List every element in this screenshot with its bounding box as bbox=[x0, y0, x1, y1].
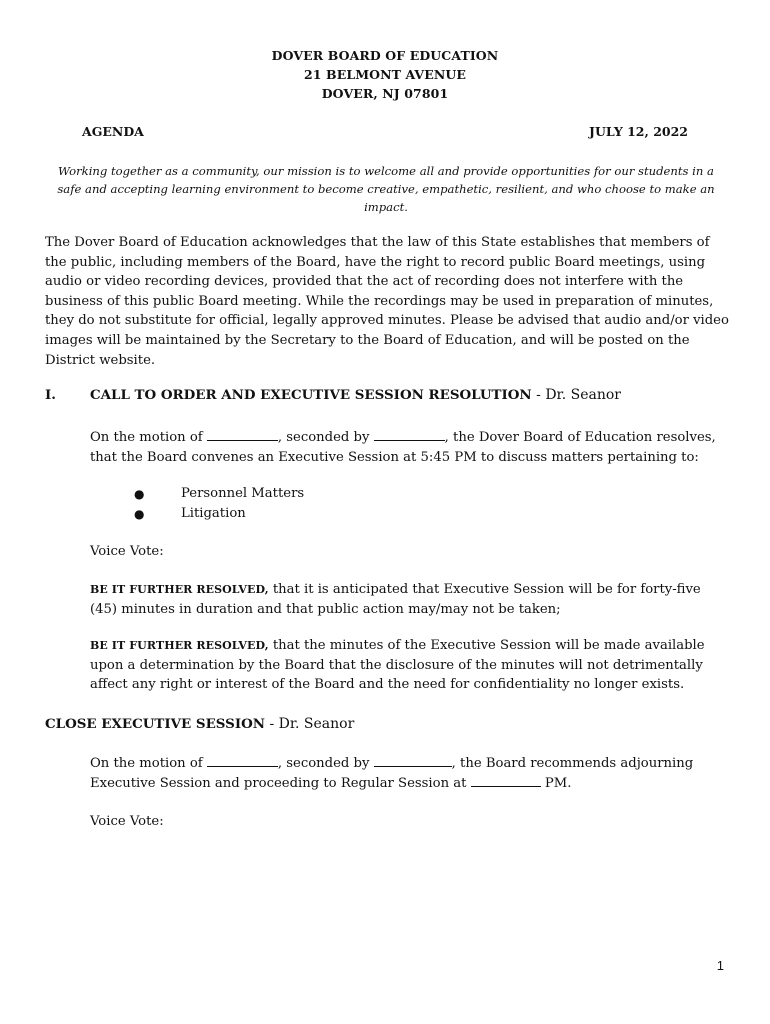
resolved-text: that it is anticipated that Executive Session will be for forty-five (45) minutes in duration and that public action may/may not be taken; bbox=[90, 582, 701, 617]
section-1-heading bbox=[45, 387, 621, 403]
list-item: ● Litigation bbox=[134, 506, 246, 521]
section-2-title: CLOSE EXECUTIVE SESSION bbox=[45, 716, 265, 732]
board-name: DOVER BOARD OF EDUCATION bbox=[271, 48, 499, 63]
board-city: DOVER, NJ 07801 bbox=[321, 86, 449, 101]
agenda-date: JULY 12, 2022 bbox=[589, 124, 688, 139]
section-1-presenter: - Dr. Seanor bbox=[531, 387, 621, 403]
seconded-blank bbox=[374, 428, 445, 441]
resolved-label: BE IT FURTHER RESOLVED, bbox=[90, 639, 269, 652]
section-1-motion bbox=[90, 428, 730, 467]
section-2-voice-vote: Voice Vote: bbox=[90, 814, 164, 829]
list-item-label: Personnel Matters bbox=[181, 486, 305, 501]
resolution-text: , the Dover Board of Education resolves, that the Board convenes an Executive Session at 5:45 PM to discuss matters pertaining to: bbox=[90, 430, 716, 465]
time-blank bbox=[471, 774, 541, 787]
section-2-motion bbox=[90, 754, 715, 793]
section-1-title: CALL TO ORDER AND EXECUTIVE SESSION RESOLUTION bbox=[90, 387, 532, 403]
page-number: 1 bbox=[716, 958, 724, 973]
adjourn-text: , the Board recommends adjourning Executive Session and proceeding to Regular Session at bbox=[90, 756, 694, 791]
section-2-presenter: - Dr. Seanor bbox=[265, 716, 355, 732]
section-2-heading bbox=[45, 716, 354, 732]
list-item: ● Personnel Matters bbox=[134, 486, 305, 501]
list-item-label: Litigation bbox=[181, 506, 246, 521]
motion-text: On the motion of bbox=[90, 430, 207, 445]
motion-blank bbox=[207, 428, 278, 441]
resolved-paragraph-2 bbox=[90, 636, 730, 695]
intro-paragraph: The Dover Board of Education acknowledges that the law of this State establishes that members of the public, including members of the Board, have the right to record public Board meetings, using audio or video recording devices, provided that the act of recording does not interfere with the business of this public Board meeting. While the recordings may be used in preparation of minutes, they do not substitute for official, legally approved minutes. Please be advised that audio and/or video images will be maintained by the Secretary to the Board of Education, and will be posted on the District website. bbox=[45, 235, 729, 368]
seconded-blank bbox=[374, 754, 452, 767]
mission-statement: Working together as a community, our mission is to welcome all and provide opportunities for our students in a safe and accepting learning environment to become creative, empathetic, resilient, and who choose to make an impact. bbox=[57, 164, 715, 214]
section-1-voice-vote: Voice Vote: bbox=[90, 544, 164, 559]
resolved-paragraph-1 bbox=[90, 580, 730, 619]
motion-blank bbox=[207, 754, 278, 767]
section-1-number: I. bbox=[45, 387, 56, 403]
seconded-text: , seconded by bbox=[277, 756, 374, 771]
agenda-label: AGENDA bbox=[82, 124, 144, 139]
matters-list bbox=[90, 484, 304, 524]
motion-text: On the motion of bbox=[90, 756, 207, 771]
resolved-text: that the minutes of the Executive Session will be made available upon a determination by the Board that the disclosure of the minutes will not detrimentally affect any right or interest of the Board and the need for confidentiality no longer exists. bbox=[90, 638, 705, 693]
seconded-text: , seconded by bbox=[277, 430, 374, 445]
pm-text: PM. bbox=[540, 775, 572, 791]
board-address: 21 BELMONT AVENUE bbox=[303, 67, 466, 82]
resolved-label: BE IT FURTHER RESOLVED, bbox=[90, 583, 269, 596]
